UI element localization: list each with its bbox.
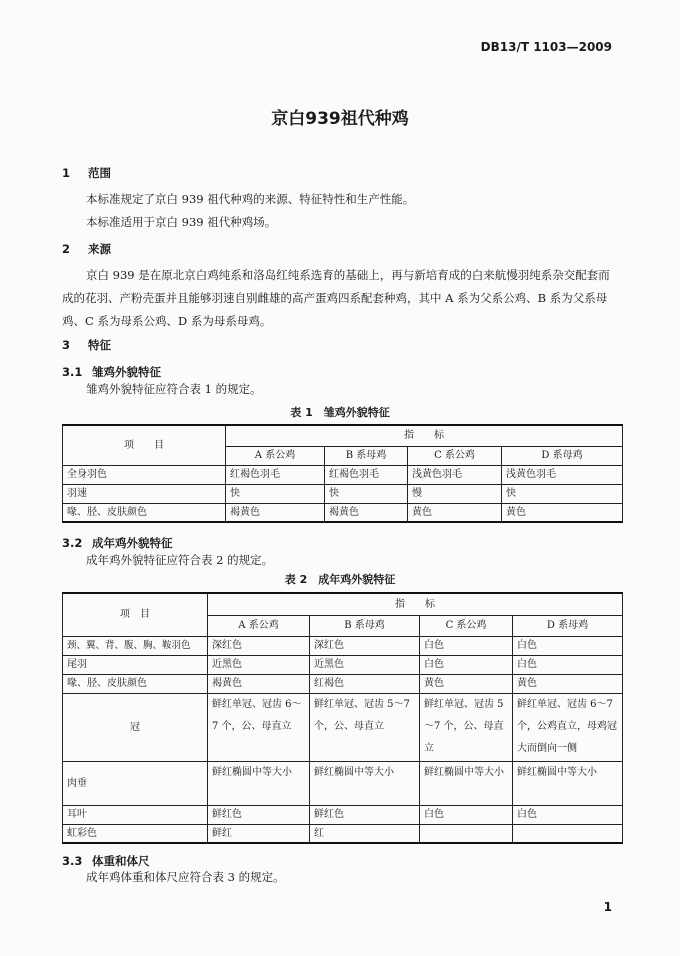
table-row [63,805,623,824]
table-cell: 红褐色羽毛 [325,465,408,484]
table-cell: 黄色 [408,503,502,522]
row-label: 喙、胫、皮肤颜色 [63,674,208,693]
table-row [63,761,623,805]
section-title: 范围 [88,166,111,180]
table-cell: 鲜红单冠、冠齿 5～7 个，公、母直立 [310,693,420,761]
table-cell: 褐黄色 [325,503,408,522]
standard-code: DB13/T 1103—2009 [480,40,612,54]
table-1-col-header: C 系公鸡 [408,446,502,465]
table-cell: 白色 [513,636,623,655]
row-label: 冠 [63,693,208,761]
table-cell [513,824,623,843]
table-cell: 浅黄色羽毛 [502,465,623,484]
row-label: 尾羽 [63,655,208,674]
table-cell: 快 [325,484,408,503]
table-cell: 褐黄色 [208,674,310,693]
table-cell: 黄色 [420,674,513,693]
table-row [63,503,623,522]
table-cell: 鲜红单冠、冠齿 6～7 个，公鸡直立，母鸡冠大而倒向一侧 [513,693,623,761]
section-1-paragraph-1: 本标准规定了京白 939 祖代种鸡的来源、特征特性和生产性能。 [86,192,415,206]
table-cell: 白色 [513,655,623,674]
table-cell: 慢 [408,484,502,503]
row-label: 羽速 [63,484,226,503]
table-cell: 白色 [513,805,623,824]
table-cell: 黄色 [513,674,623,693]
table-cell: 近黑色 [208,655,310,674]
row-label: 喙、胫、皮肤颜色 [63,503,226,522]
table-cell: 深红色 [310,636,420,655]
table-row [63,655,623,674]
table-2-col-header: D 系母鸡 [513,615,623,636]
section-3-3-text: 成年鸡体重和体尺应符合表 3 的规定。 [86,870,285,884]
table-row [63,636,623,655]
table-cell: 鲜红色 [310,805,420,824]
table-1-item-header: 项 目 [63,425,226,465]
row-label: 全身羽色 [63,465,226,484]
table-cell: 褐黄色 [226,503,325,522]
table-2-col-header: C 系公鸡 [420,615,513,636]
table-cell: 红褐色羽毛 [226,465,325,484]
section-2-heading [62,241,111,257]
section-2-paragraph: 京白 939 是在原北京白鸡纯系和洛岛红纯系选育的基础上，再与新培育成的白来航慢羽纯系杂交配套而成的花羽、产粉壳蛋并且能够羽速自别雌雄的高产蛋鸡四系配套种鸡，其中 A 系为父系公鸡、B 系为父系母鸡、C 系为母系公鸡、D 系为母系母鸡。 [62,268,610,328]
table-1-group-header: 指 标 [226,425,623,446]
document-title: 京白939祖代种鸡 [271,109,409,129]
table-cell: 红 [310,824,420,843]
section-1-heading [62,165,111,181]
table-cell: 鲜红色 [208,805,310,824]
table-cell: 白色 [420,636,513,655]
table-2-col-header: A 系公鸡 [208,615,310,636]
table-cell: 白色 [420,655,513,674]
table-cell: 深红色 [208,636,310,655]
section-number: 1 [62,166,71,180]
table-row [63,484,623,503]
row-label: 肉垂 [63,761,208,805]
table-cell: 红褐色 [310,674,420,693]
table-cell: 黄色 [502,503,623,522]
section-title: 来源 [88,242,111,256]
table-1 [62,424,623,523]
section-1-paragraph-2: 本标准适用于京白 939 祖代种鸡场。 [86,215,277,229]
table-row [63,674,623,693]
table-cell: 快 [502,484,623,503]
section-3-2-text: 成年鸡外貌特征应符合表 2 的规定。 [86,553,274,567]
section-number: 3.2 [62,536,83,550]
table-cell: 白色 [420,805,513,824]
section-title: 特征 [88,338,111,352]
row-label: 耳叶 [63,805,208,824]
table-row [63,824,623,843]
table-cell: 鲜红椭圆中等大小 [513,761,623,805]
section-3-1-text: 雏鸡外貌特征应符合表 1 的规定。 [86,382,262,396]
row-label: 虹彩色 [63,824,208,843]
table-2-col-header: B 系母鸡 [310,615,420,636]
table-cell: 鲜红椭圆中等大小 [310,761,420,805]
section-number: 3.1 [62,365,83,379]
table-row [63,465,623,484]
section-number: 2 [62,242,71,256]
table-cell [420,824,513,843]
table-cell: 鲜红椭圆中等大小 [420,761,513,805]
table-cell: 鲜红单冠、冠齿 6～7 个，公、母直立 [208,693,310,761]
table-cell: 近黑色 [310,655,420,674]
section-title: 雏鸡外貌特征 [92,365,161,379]
table-cell: 鲜红单冠、冠齿 5～7 个，公、母直立 [420,693,513,761]
table-1-caption: 表 1 雏鸡外貌特征 [290,406,390,419]
section-number: 3 [62,338,71,352]
table-2-item-header: 项 目 [63,593,208,636]
table-cell: 鲜红 [208,824,310,843]
table-cell: 浅黄色羽毛 [408,465,502,484]
section-3-heading [62,337,111,353]
section-number: 3.3 [62,854,83,868]
section-title: 成年鸡外貌特征 [92,536,173,550]
section-title: 体重和体尺 [92,854,150,868]
table-1-col-header: B 系母鸡 [325,446,408,465]
table-1-col-header: D 系母鸡 [502,446,623,465]
table-2-caption: 表 2 成年鸡外貌特征 [284,573,396,586]
table-cell: 快 [226,484,325,503]
table-2-group-header: 指 标 [208,593,623,615]
table-1-col-header: A 系公鸡 [226,446,325,465]
table-2 [62,592,623,844]
table-row [63,693,623,761]
page-number: 1 [603,900,612,914]
table-cell: 鲜红椭圆中等大小 [208,761,310,805]
row-label: 颈、翼、背、腹、胸、鞍羽色 [63,636,208,655]
